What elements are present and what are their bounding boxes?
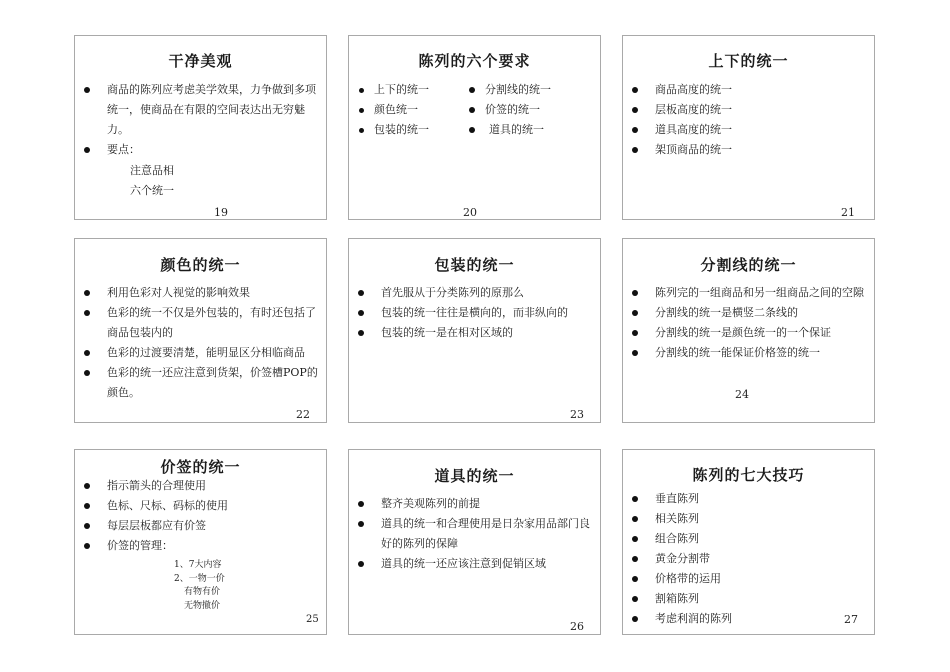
list-item: 色彩的统一还应注意到货架，价签槽POP的颜色。 <box>75 363 328 403</box>
list-item: 包装的统一往往是横向的，而非纵向的 <box>349 303 602 323</box>
slide-23 <box>348 238 601 423</box>
list-item: 组合陈列 <box>623 529 876 549</box>
slide-25 <box>74 449 327 635</box>
bullet-list <box>75 80 328 160</box>
page-number: 24 <box>735 388 749 401</box>
list-item: 分割线的统一能保证价格签的统一 <box>623 343 876 363</box>
list-item: 包装的统一是在相对区域的 <box>349 323 602 343</box>
page-number: 26 <box>570 620 584 633</box>
slide-title: 颜色的统一 <box>160 256 241 274</box>
list-item: 相关陈列 <box>623 509 876 529</box>
list-item: 色彩的统一不仅是外包装的，有时还包括了商品包装内的 <box>75 303 328 343</box>
bullet-list <box>75 476 328 556</box>
list-item: 陈列完的一组商品和另一组商品之间的空隙 <box>623 283 876 303</box>
list-item: 分割线的统一是横竖二条线的 <box>623 303 876 323</box>
list-item: 色标、尺标、码标的使用 <box>75 496 328 516</box>
slide-title: 道具的统一 <box>434 467 515 485</box>
sub-point: 无物撤价 <box>184 601 221 611</box>
list-item: 利用色彩对人视觉的影响效果 <box>75 283 328 303</box>
bullet-list <box>623 489 876 629</box>
list-item: 层板高度的统一 <box>623 100 876 120</box>
slide-27 <box>622 449 875 635</box>
slide-22 <box>74 238 327 423</box>
list-item: 指示箭头的合理使用 <box>75 476 328 496</box>
list-item: 道具的统一 <box>468 120 551 140</box>
slide-20 <box>348 35 601 220</box>
sub-point: 注意品相 <box>130 164 174 177</box>
list-item: 分割线的统一是颜色统一的一个保证 <box>623 323 876 343</box>
slide-title: 上下的统一 <box>708 52 789 70</box>
list-item: 色彩的过渡要清楚，能明显区分相临商品 <box>75 343 328 363</box>
page-number: 27 <box>844 613 858 626</box>
slide-26 <box>348 449 601 635</box>
list-item: 整齐美观陈列的前提 <box>349 494 602 514</box>
list-item: 考虑利润的陈列 <box>623 609 876 629</box>
slide-title: 陈列的六个要求 <box>418 52 531 70</box>
slide-21 <box>622 35 875 220</box>
list-item: 价签的统一 <box>468 100 551 120</box>
list-item: 割箱陈列 <box>623 589 876 609</box>
list-item: 垂直陈列 <box>623 489 876 509</box>
sub-point: 1、7大内容 <box>174 560 222 570</box>
slide-title: 陈列的七大技巧 <box>692 466 805 484</box>
list-item: 商品的陈列应考虑美学效果，力争做到多项统一，使商品在有限的空间表达出无穷魅力。 <box>75 80 328 140</box>
list-item: 道具的统一和合理使用是日杂家用品部门良好的陈列的保障 <box>349 514 602 554</box>
bullet-list <box>349 494 602 574</box>
list-item: 上下的统一 <box>357 80 429 100</box>
bullet-list <box>623 283 876 363</box>
list-item: 每层层板都应有价签 <box>75 516 328 536</box>
page-number: 25 <box>306 614 319 625</box>
slide-title: 分割线的统一 <box>700 256 797 274</box>
list-item: 颜色统一 <box>357 100 429 120</box>
page-number: 22 <box>296 408 310 421</box>
sub-point: 有物有价 <box>184 587 221 597</box>
requirements-column-left <box>357 80 429 140</box>
sub-point: 六个统一 <box>130 184 174 197</box>
page-number: 21 <box>841 206 855 219</box>
list-item: 黄金分割带 <box>623 549 876 569</box>
slide-title: 干净美观 <box>168 52 233 70</box>
list-item: 包装的统一 <box>357 120 429 140</box>
list-item: 价签的管理： <box>75 536 328 556</box>
page-number: 23 <box>570 408 584 421</box>
slide-19 <box>74 35 327 220</box>
bullet-list <box>75 283 328 403</box>
requirements-column-right <box>468 80 551 140</box>
bullet-list <box>349 283 602 343</box>
bullet-list <box>623 80 876 160</box>
page-number: 19 <box>214 206 228 219</box>
sub-point: 2、一物一价 <box>174 574 225 584</box>
list-item: 要点： <box>75 140 328 160</box>
list-item: 道具高度的统一 <box>623 120 876 140</box>
slide-title: 包装的统一 <box>434 256 515 274</box>
list-item: 分割线的统一 <box>468 80 551 100</box>
slide-24 <box>622 238 875 423</box>
list-item: 道具的统一还应该注意到促销区域 <box>349 554 602 574</box>
list-item: 商品高度的统一 <box>623 80 876 100</box>
list-item: 架顶商品的统一 <box>623 140 876 160</box>
page-number: 20 <box>463 206 477 219</box>
list-item: 价格带的运用 <box>623 569 876 589</box>
list-item: 首先服从于分类陈列的原那么 <box>349 283 602 303</box>
slide-title: 价签的统一 <box>160 458 241 476</box>
